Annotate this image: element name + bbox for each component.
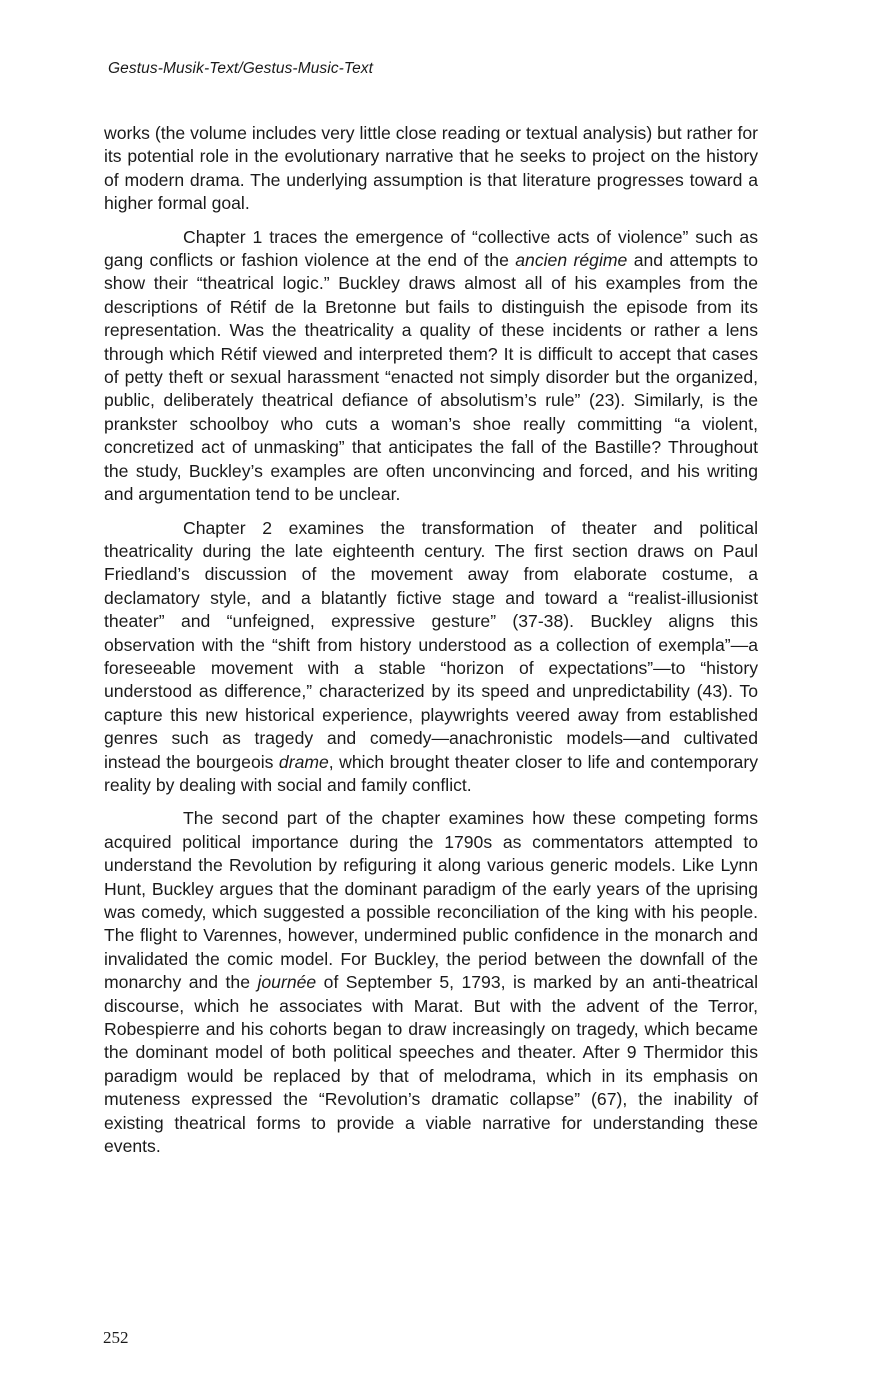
- paragraph-3: [104, 517, 758, 798]
- text-run: works (the volume includes very little close reading or textual analysis) but rather for its potential role in the evolutionary narrative that he seeks to project on the history of modern drama. The underlying assumption is that literature progresses toward a higher formal goal.: [104, 123, 758, 214]
- paragraph-4: [104, 807, 758, 1158]
- page-number: 252: [103, 1328, 129, 1347]
- text-run: The second part of the chapter examines how these competing forms acquired political importance during the 1790s as commentators attempted to understand the Revolution by refiguring it along various generic models. Like Lynn Hunt, Buckley argues that the dominant paradigm of the early years of the uprising was comedy, which suggested a possible reconciliation of the king with his people. The flight to Varennes, however, undermined public confidence in the monarch and invalidated the comic model. For Buckley, the period between the downfall of the monarchy and the: [104, 808, 758, 993]
- italic-term: journée: [257, 972, 317, 993]
- text-run: , which brought theater closer to life and contemporary reality by dealing with social and family conflict.: [104, 751, 758, 795]
- text-run: of September 5, 1793, is marked by an anti-theatrical discourse, which he associates with Marat. But with the advent of the Terror, Robespierre and his cohorts began to draw increasingly on tragedy, which became the dominant model of both political speeches and theater. After 9 Thermidor this paradigm would be replaced by that of melodrama, which in its emphasis on muteness expressed the “Revolution’s dramatic collapse” (67), the inability of existing theatrical forms to provide a viable narrative for understanding these events.: [104, 972, 758, 1157]
- paragraph-1: [104, 122, 758, 216]
- text-run: Chapter 1 traces the emergence of “collective acts of violence” such as gang conflicts or fashion violence at the end of the: [104, 226, 758, 271]
- body-text: [104, 122, 758, 1168]
- text-run: Chapter 2 examines the transformation of theater and political theatricality during the late eighteenth century. The first section draws on Paul Friedland’s discussion of the movement away from elaborate costume, a declamatory style, and a blatantly fictive stage and toward a “realist-illusionist theater” and “unfeigned, expressive gesture” (37-38). Buckley aligns this observation with the “shift from history understood as a collection of exempla”—a foreseeable movement with a stable “horizon of expectations”—to “history understood as difference,” characterized by its speed and unpredictability (43). To capture this new historical experience, playwrights veered away from established genres such as tragedy and comedy—anachronistic models—and cultivated instead the bourgeois: [104, 517, 758, 772]
- paragraph-2: [104, 226, 758, 507]
- running-head: Gestus-Musik-Text/Gestus-Music-Text: [108, 60, 374, 77]
- italic-term: drame: [278, 751, 329, 772]
- text-run: and attempts to show their “theatrical logic.” Buckley draws almost all of his examples from the descriptions of Rétif de la Bretonne but fails to distinguish the episode from its representation. Was the theatricality a quality of these incidents or rather a lens through which Rétif viewed and interpreted them? It is difficult to accept that cases of petty theft or sexual harassment “enacted not simply disorder but the organized, public, deliberately theatrical defiance of absolutism’s rule” (23). Similarly, is the prankster schoolboy who cuts a woman’s shoe really committing “a violent, concretized act of unmasking” that anticipates the fall of the Bastille? Throughout the study, Buckley’s examples are often unconvincing and forced, and his writing and argumentation tend to be unclear.: [104, 250, 759, 505]
- italic-term: ancien régime: [515, 250, 628, 271]
